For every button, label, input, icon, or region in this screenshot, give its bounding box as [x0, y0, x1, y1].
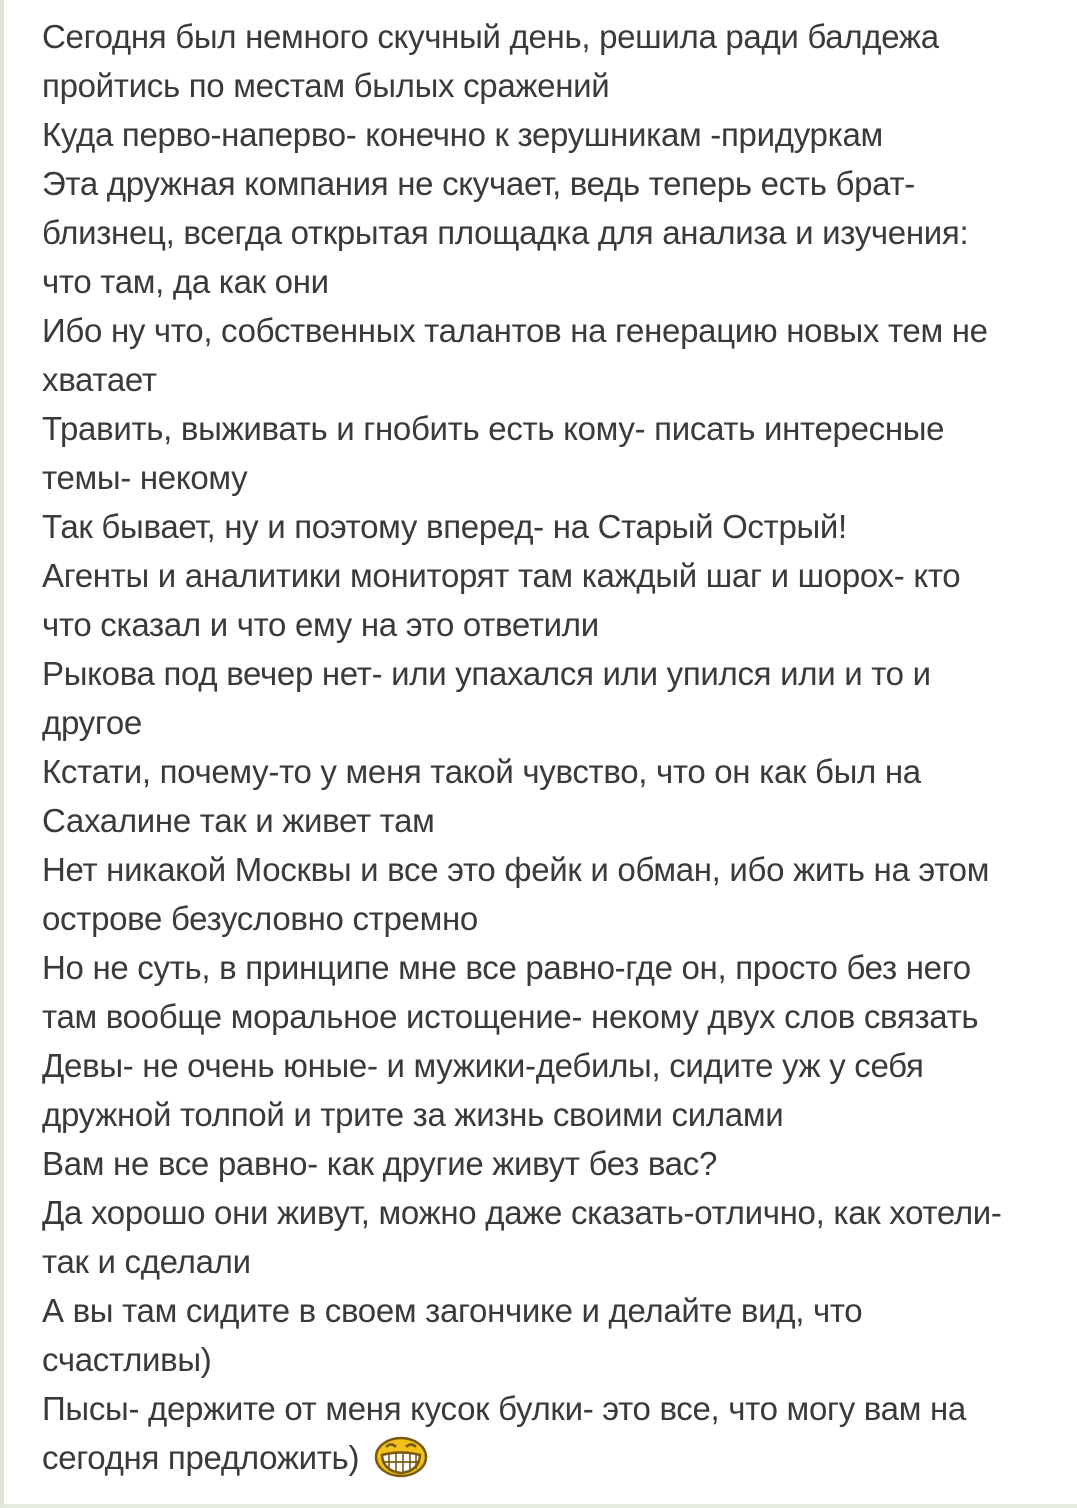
post-line: острове безусловно стремно [42, 900, 478, 937]
post-line: Ибо ну что, собственных талантов на генерацию новых тем не [42, 312, 988, 349]
post-line: Рыкова под вечер нет- или упахался или упился или и то и [42, 655, 931, 692]
post-line: Так бывает, ну и поэтому вперед- на Старый Острый! [42, 508, 847, 545]
post-line: Эта дружная компания не скучает, ведь теперь есть брат- [42, 165, 915, 202]
post-line: Куда перво-наперво- конечно к зерушникам -придуркам [42, 116, 883, 153]
post-line: дружной толпой и трите за жизнь своими силами [42, 1096, 784, 1133]
big-grin-smiley-icon [373, 1435, 429, 1479]
post-line: так и сделали [42, 1243, 251, 1280]
post-line: Сахалине так и живет там [42, 802, 435, 839]
post-line-text: сегодня предложить) [42, 1439, 360, 1476]
post-line-last [42, 1433, 1062, 1482]
post-body [42, 12, 1062, 1482]
post-line: Кстати, почему-то у меня такой чувство, что он как был на [42, 753, 921, 790]
post-line: близнец, всегда открытая площадка для анализа и изучения: [42, 214, 969, 251]
post-line: пройтись по местам былых сражений [42, 67, 610, 104]
post-line: что сказал и что ему на это ответили [42, 606, 599, 643]
post-line: Но не суть, в принципе мне все равно-где он, просто без него [42, 949, 971, 986]
post-line: Нет никакой Москвы и все это фейк и обман, ибо жить на этом [42, 851, 990, 888]
post-line: А вы там сидите в своем загончике и делайте вид, что [42, 1292, 863, 1329]
post-line: Пысы- держите от меня кусок булки- это все, что могу вам на [42, 1390, 966, 1427]
post-line: Девы- не очень юные- и мужики-дебилы, сидите уж у себя [42, 1047, 924, 1084]
post-line: Агенты и аналитики мониторят там каждый шаг и шорох- кто [42, 557, 961, 594]
post-line: там вообще моральное истощение- некому двух слов связать [42, 998, 979, 1035]
post-line: что там, да как они [42, 263, 329, 300]
post-line: другое [42, 704, 142, 741]
post-line: Сегодня был немного скучный день, решила ради балдежа [42, 18, 939, 55]
post-line: Травить, выживать и гнобить есть кому- писать интересные [42, 410, 945, 447]
post-line: счастливы) [42, 1341, 212, 1378]
post-line: Да хорошо они живут, можно даже сказать-отлично, как хотели- [42, 1194, 1002, 1231]
post-line: хватает [42, 361, 157, 398]
post-line: Вам не все равно- как другие живут без вас? [42, 1145, 717, 1182]
post-line: темы- некому [42, 459, 248, 496]
